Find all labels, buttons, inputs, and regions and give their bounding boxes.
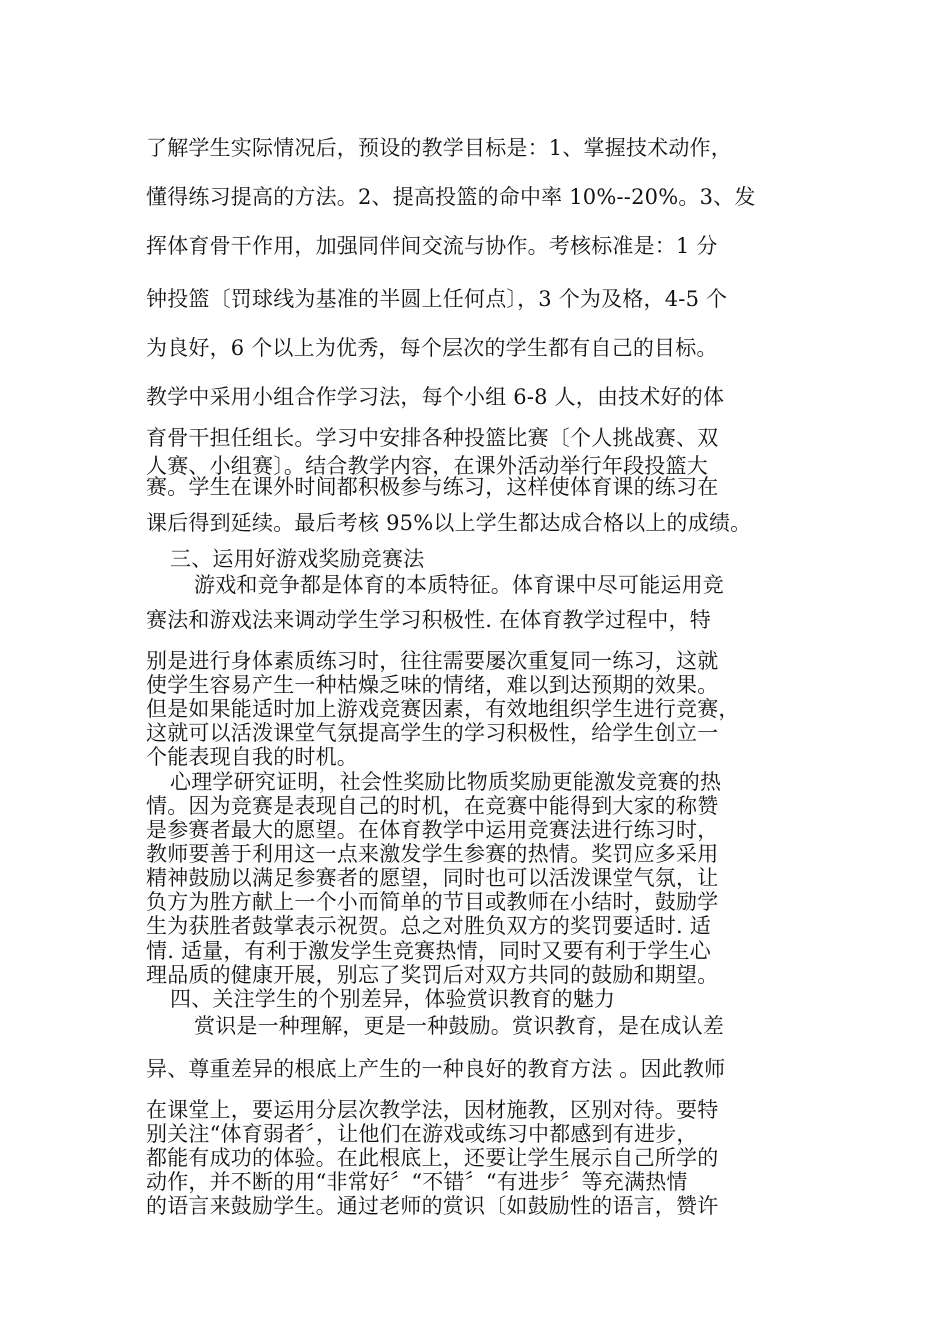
text-line: 游戏和竞争都是体育的本质特征。体育课中尽可能运用竞 (194, 573, 724, 597)
text-line: 动作，并不断的用“非常好〞“不错〞“有进步〞等充满热情 (146, 1170, 688, 1194)
text-line: 异、尊重差异的根底上产生的一种良好的教育方法 。因此教师 (146, 1057, 726, 1081)
section-heading-3: 三、运用好游戏奖励竞赛法 (170, 547, 425, 571)
text-line: 挥体育骨干作用，加强同伴间交流与协作。考核标准是：1 分 (146, 234, 718, 258)
text-line: 是参赛者最大的愿望。在体育教学中运用竞赛法进行练习时， (146, 818, 719, 842)
text-line: 情. 适量，有利于激发学生竞赛热情，同时又要有利于学生心 (146, 939, 711, 963)
text-line: 课后得到延续。最后考核 95%以上学生都达成合格以上的成绩。 (146, 511, 752, 535)
text-line: 的语言来鼓励学生。通过老师的赏识〔如鼓励性的语言，赞许 (146, 1194, 719, 1218)
text-line: 别是进行身体素质练习时，往往需要屡次重复同一练习，这就 (146, 649, 719, 673)
text-line: 赛。学生在课外时间都积极参与练习，这样使体育课的练习在 (146, 475, 719, 499)
text-line: 教师要善于利用这一点来激发学生参赛的热情。奖罚应多采用 (146, 842, 719, 866)
text-line: 人赛、小组赛〕。结合教学内容，在课外活动举行年段投篮大 (146, 454, 708, 478)
text-line: 了解学生实际情况后，预设的教学目标是：1、掌握技术动作， (146, 136, 732, 160)
text-line: 个能表现自我的时机。 (146, 745, 358, 769)
text-line: 但是如果能适时加上游戏竞赛因素，有效地组织学生进行竞赛， (146, 697, 740, 721)
text-line: 钟投篮〔罚球线为基准的半圆上任何点〕，3 个为及格，4-5 个 (146, 287, 728, 311)
text-line: 理品质的健康开展，别忘了奖罚后对双方共同的鼓励和期望。 (146, 963, 719, 987)
text-line: 教学中采用小组合作学习法，每个小组 6-8 人，由技术好的体 (146, 385, 725, 409)
text-line: 精神鼓励以满足参赛者的愿望，同时也可以活泼课堂气氛，让 (146, 866, 719, 890)
text-line: 在课堂上，要运用分层次教学法，因材施教，区别对待。要特 (146, 1098, 719, 1122)
text-line: 懂得练习提高的方法。2、提高投篮的命中率 10%--20%。3、发 (146, 185, 756, 209)
text-line: 赛法和游戏法来调动学生学习积极性. 在体育教学过程中，特 (146, 608, 711, 632)
text-line: 生为获胜者鼓掌表示祝贺。总之对胜负双方的奖罚要适时. 适 (146, 914, 711, 938)
text-line: 育骨干担任组长。学习中安排各种投篮比赛〔个人挑战赛、双 (146, 426, 719, 450)
text-line: 都能有成功的体验。在此根底上，还要让学生展示自己所学的 (146, 1146, 719, 1170)
text-line: 使学生容易产生一种枯燥乏味的情绪，难以到达预期的效果。 (146, 673, 719, 697)
section-heading-4: 四、关注学生的个别差异，体验赏识教育的魅力 (170, 987, 616, 1011)
text-line: 赏识是一种理解，更是一种鼓励。赏识教育，是在成认差 (194, 1014, 724, 1038)
text-line: 为良好，6 个以上为优秀，每个层次的学生都有自己的目标。 (146, 336, 718, 360)
text-line: 别关注“体育弱者〞，让他们在游戏或练习中都感到有进步， (146, 1122, 698, 1146)
text-line: 这就可以活泼课堂气氛提高学生的学习积极性，给学生创立一 (146, 721, 719, 745)
text-line: 负方为胜方献上一个小而简单的节目或教师在小结时，鼓励学 (146, 890, 719, 914)
text-line: 情。因为竞赛是表现自己的时机，在竞赛中能得到大家的称赞 (146, 794, 719, 818)
text-line: 心理学研究证明，社会性奖励比物质奖励更能激发竞赛的热 (170, 770, 722, 794)
